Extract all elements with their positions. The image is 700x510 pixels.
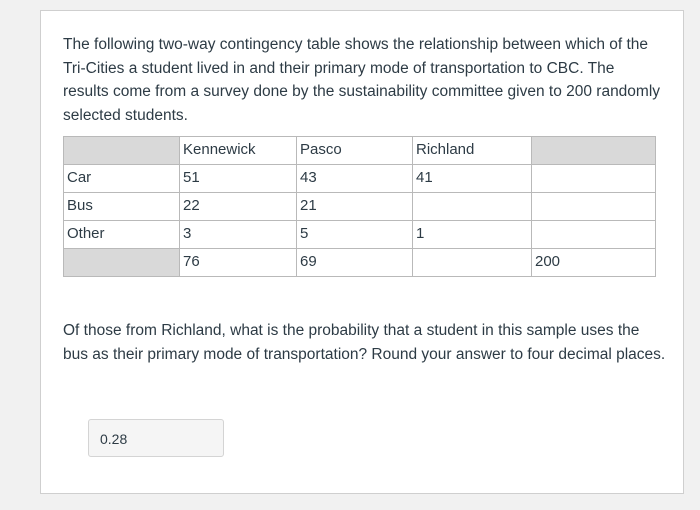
row-label-bus: Bus — [64, 193, 180, 221]
answer-input[interactable]: 0.28 — [88, 419, 224, 457]
table-cell — [532, 221, 656, 249]
question-text: Of those from Richland, what is the probability that a student in this sample uses the bus as their primary mode of transportation? Round your answer to four decimal places. — [63, 322, 666, 363]
table-header-row — [64, 137, 656, 165]
table-cell: 1 — [413, 221, 532, 249]
table-cell: 76 — [180, 249, 297, 277]
table-cell: 22 — [180, 193, 297, 221]
row-label-car: Car — [64, 165, 180, 193]
row-label-total — [64, 249, 180, 277]
table-cell: 5 — [297, 221, 413, 249]
intro-text: The following two-way contingency table shows the relationship between which of the Tri-Cities a student lived in and their primary mode of transportation to CBC. The results come from a survey done by the sustainability committee given to 200 randomly selected students. — [63, 36, 661, 124]
table-cell — [532, 193, 656, 221]
grand-total-cell: 200 — [532, 249, 656, 277]
table-cell: 69 — [297, 249, 413, 277]
table-corner-cell — [64, 137, 180, 165]
table-row-other — [64, 221, 656, 249]
table-row-bus — [64, 193, 656, 221]
header-total-cell — [532, 137, 656, 165]
table-cell — [532, 165, 656, 193]
row-label-other: Other — [64, 221, 180, 249]
table-cell — [413, 249, 532, 277]
table-cell: 3 — [180, 221, 297, 249]
header-richland: Richland — [413, 137, 532, 165]
table-cell: 43 — [297, 165, 413, 193]
table-cell — [413, 193, 532, 221]
table-row-total — [64, 249, 656, 277]
table-row-car — [64, 165, 656, 193]
table-cell: 21 — [297, 193, 413, 221]
header-pasco: Pasco — [297, 137, 413, 165]
table-cell: 51 — [180, 165, 297, 193]
question-card — [40, 10, 684, 494]
header-kennewick: Kennewick — [180, 137, 297, 165]
table-cell: 41 — [413, 165, 532, 193]
contingency-table — [63, 136, 656, 277]
